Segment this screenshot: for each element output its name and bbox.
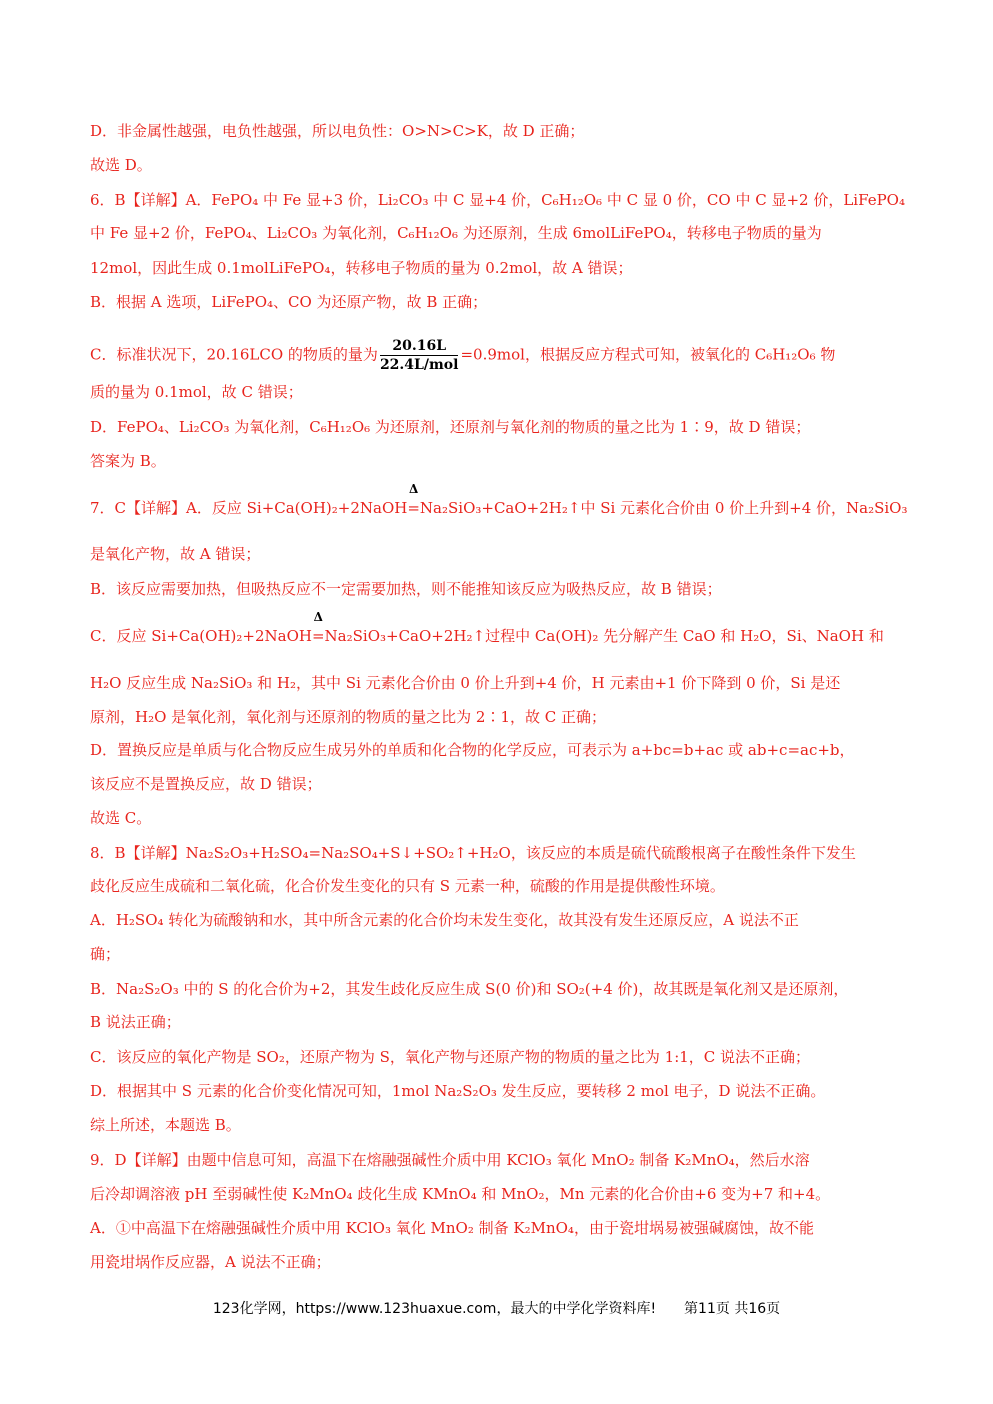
text-line-with-reaction (90, 610, 884, 646)
text-line: 用瓷坩埚作反应器，A 说法不正确； (90, 1253, 331, 1271)
text-line: B．根据 A 选项，LiFePO₄、CO 为还原产物，故 B 正确； (90, 293, 488, 311)
text-line: B 说法正确； (90, 1013, 181, 1031)
text-line: 6．B【详解】A．FePO₄ 中 Fe 显+3 价，Li₂CO₃ 中 C 显+4 价，C₆H₁₂O₆ 中 C 显 0 价，CO 中 C 显+2 价，LiFePO₄ (90, 191, 905, 209)
molar-fraction (380, 337, 459, 374)
text-segment: Na₂SiO₃+CaO+2H₂↑中 Si 元素化合价由 0 价上升到+4 价，Na₂SiO₃ (419, 499, 908, 517)
text-segment: C．标准状况下，20.16LCO 的物质的量为 (90, 345, 378, 364)
text-line: 该反应不是置换反应，故 D 错误； (90, 775, 322, 793)
text-line: 12mol，因此生成 0.1molLiFePO₄，转移电子物质的量为 0.2mol，故 A 错误； (90, 259, 633, 277)
text-line: 原剂，H₂O 是氧化剂，氧化剂与还原剂的物质的量之比为 2∶1，故 C 正确； (90, 708, 607, 726)
text-line: 是氧化产物，故 A 错误； (90, 545, 261, 563)
text-segment: =0.9mol，根据反应方程式可知，被氧化的 C₆H₁₂O₆ 物 (460, 345, 836, 364)
text-line: B．Na₂S₂O₃ 中的 S 的化合价为+2，其发生歧化反应生成 S(0 价)和 SO₂(+4 价)，故其既是氧化剂又是还原剂， (90, 980, 849, 998)
text-segment: C．反应 Si+Ca(OH)₂+2NaOH (90, 627, 312, 645)
equals-sign: = (311, 627, 325, 645)
text-line: 中 Fe 显+2 价，FePO₄、Li₂CO₃ 为氧化剂，C₆H₁₂O₆ 为还原剂，生成 6molLiFePO₄，转移电子物质的量为 (90, 224, 822, 242)
delta-icon: Δ (313, 610, 323, 624)
heating-equals-sign (311, 610, 325, 646)
text-line: 故选 C。 (90, 809, 152, 827)
text-line: 故选 D。 (90, 156, 152, 174)
text-line: 8．B【详解】Na₂S₂O₃+H₂SO₄=Na₂SO₄+S↓+SO₂↑+H₂O，该反应的本质是硫代硫酸根离子在酸性条件下发生 (90, 844, 856, 862)
text-line: A．①中高温下在熔融强碱性介质中用 KClO₃ 氧化 MnO₂ 制备 K₂MnO₄，由于瓷坩埚易被强碱腐蚀，故不能 (90, 1219, 814, 1237)
text-line: 后冷却调溶液 pH 至弱碱性使 K₂MnO₄ 歧化生成 KMnO₄ 和 MnO₂，Mn 元素的化合价由+6 变为+7 和+4。 (90, 1185, 831, 1203)
equals-sign: = (407, 499, 420, 517)
text-line: D．FePO₄、Li₂CO₃ 为氧化剂，C₆H₁₂O₆ 为还原剂，还原剂与氧化剂的物质的量之比为 1∶9，故 D 错误； (90, 418, 811, 436)
text-segment: 7．C【详解】A．反应 Si+Ca(OH)₂+2NaOH (90, 499, 408, 517)
text-line: 质的量为 0.1mol，故 C 错误； (90, 383, 303, 401)
heating-equals-sign (407, 482, 420, 518)
text-line: D．置换反应是单质与化合物反应生成另外的单质和化合物的化学反应，可表示为 a+bc=b+ac 或 ab+c=ac+b， (90, 741, 855, 759)
text-line: B．该反应需要加热，但吸热反应不一定需要加热，则不能推知该反应为吸热反应，故 B 错误； (90, 580, 722, 598)
text-line: A．H₂SO₄ 转化为硫酸钠和水，其中所含元素的化合价均未发生变化，故其没有发生还原反应，A 说法不正 (90, 911, 799, 929)
text-line: 答案为 B。 (90, 452, 166, 470)
text-line: H₂O 反应生成 Na₂SiO₃ 和 H₂，其中 Si 元素化合价由 0 价上升到+4 价，H 元素由+1 价下降到 0 价，Si 是还 (90, 674, 841, 692)
text-line-with-fraction (90, 337, 835, 374)
fraction-numerator: 20.16L (380, 337, 459, 356)
text-line: D．根据其中 S 元素的化合价变化情况可知，1mol Na₂S₂O₃ 发生反应，要转移 2 mol 电子，D 说法不正确。 (90, 1082, 826, 1100)
text-line-with-reaction (90, 482, 908, 518)
text-line: 9．D【详解】由题中信息可知，高温下在熔融强碱性介质中用 KClO₃ 氧化 MnO₂ 制备 K₂MnO₄，然后水溶 (90, 1151, 810, 1169)
text-line: C．该反应的氧化产物是 SO₂，还原产物为 S，氧化产物与还原产物的物质的量之比为 1:1，C 说法不正确； (90, 1048, 811, 1066)
delta-icon: Δ (408, 482, 419, 496)
text-line: 综上所述，本题选 B。 (90, 1116, 241, 1134)
text-line: D．非金属性越强，电负性越强，所以电负性：O>N>C>K，故 D 正确； (90, 122, 585, 140)
fraction-denominator: 22.4L/mol (379, 357, 459, 373)
page-footer: 123化学网，https://www.123huaxue.com，最大的中学化学资料库! 第11页 共16页 (212, 1301, 781, 1317)
text-line: 歧化反应生成硫和二氧化硫，化合价发生变化的只有 S 元素一种，硫酸的作用是提供酸性环境。 (90, 877, 725, 895)
text-line: 确； (90, 945, 121, 963)
text-segment: Na₂SiO₃+CaO+2H₂↑过程中 Ca(OH)₂ 先分解产生 CaO 和 H₂O，Si、NaOH 和 (324, 627, 884, 645)
